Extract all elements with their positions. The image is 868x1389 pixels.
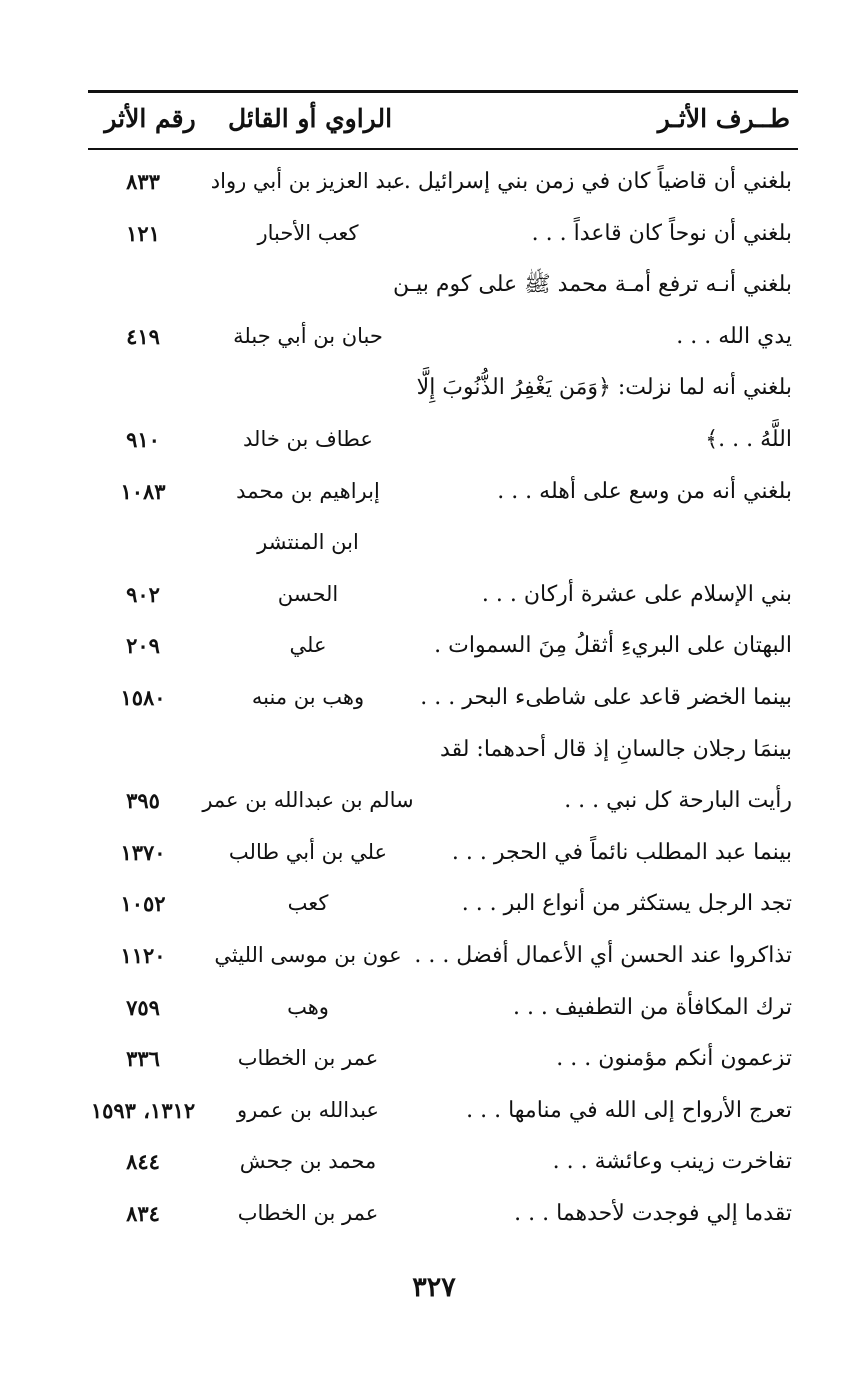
athar-number: ٨٤٤	[126, 1149, 160, 1175]
table-row	[88, 1085, 798, 1137]
athar-text: ترك المكافأة من التطفيف . . .	[512, 994, 792, 1020]
table-row	[88, 517, 798, 569]
athar-number: ٩٠٢	[126, 581, 160, 607]
athar-text: بلغني أن قاضياً كان في زمن بني إسرائيل . . .	[375, 169, 792, 194]
athar-text: بني الإسلام على عشرة أركان . . .	[481, 581, 792, 607]
rawi-text: الحسن	[277, 581, 339, 606]
athar-number	[88, 517, 198, 569]
header-athar: طــرف الأثـر	[657, 104, 790, 133]
athar-number: ١١٢٠	[120, 942, 166, 968]
table-row	[88, 878, 798, 930]
athar-number	[88, 362, 198, 414]
top-rule	[88, 90, 798, 93]
rawi-text: عبد العزيز بن أبي رواد	[210, 169, 406, 193]
table-row	[88, 362, 798, 414]
table-row	[88, 414, 798, 466]
table-row	[88, 1033, 798, 1085]
rawi-text: عمر بن الخطاب	[237, 1046, 379, 1071]
table-row	[88, 775, 798, 827]
table-row	[88, 259, 798, 311]
athar-number: ١٥٨٠	[120, 684, 166, 710]
athar-number: ١٠٨٣	[120, 478, 166, 504]
athar-number: ٣٩٥	[126, 788, 160, 814]
page-number: ٣٢٧	[412, 1272, 456, 1303]
rawi-text	[198, 724, 418, 776]
table-row	[88, 156, 798, 208]
rawi-text: حبان بن أبي جبلة	[233, 323, 383, 348]
athar-text: تفاخرت زينب وعائشة . . .	[552, 1149, 792, 1175]
athar-text: تزعمون أنكم مؤمنون . . .	[556, 1046, 792, 1072]
athar-text: تذاكروا عند الحسن أي الأعمال أفضل . . .	[414, 942, 792, 968]
rawi-text: كعب	[287, 891, 329, 916]
athar-number	[88, 724, 198, 776]
header-number: رقم الأثر	[104, 104, 196, 133]
table-row	[88, 311, 798, 363]
rawi-text: وهب بن منبه	[251, 684, 365, 709]
athar-text: بلغني أنه لما نزلت: ﴿وَمَن يَغْفِرُ الذُّنُوبَ إِلَّا	[416, 375, 792, 401]
table-row	[88, 930, 798, 982]
rawi-text: كعب الأحبار	[257, 220, 359, 245]
rawi-text: سالم بن عبدالله بن عمر	[202, 788, 414, 813]
athar-text: بلغني أن نوحاً كان قاعداً . . .	[531, 220, 792, 246]
athar-number: ٨٣٤	[126, 1200, 160, 1226]
table-row	[88, 827, 798, 879]
athar-text: يدي الله . . .	[676, 323, 792, 349]
athar-text: بينما عبد المطلب نائماً في الحجر . . .	[451, 839, 792, 865]
rawi-text: محمد بن جحش	[239, 1149, 377, 1174]
athar-text: بينما الخضر قاعد على شاطىء البحر . . .	[420, 684, 792, 710]
rawi-text: علي بن أبي طالب	[228, 839, 388, 864]
athar-number	[88, 259, 198, 311]
rawi-text: عطاف بن خالد	[243, 426, 373, 451]
rawi-text: وهب	[287, 994, 329, 1019]
table-row	[88, 620, 798, 672]
rawi-text: ابن المنتشر	[257, 530, 359, 555]
table-row	[88, 672, 798, 724]
table-row	[88, 724, 798, 776]
athar-number: ٤١٩	[126, 323, 160, 349]
rawi-text: عمر بن الخطاب	[237, 1200, 379, 1225]
index-table	[88, 156, 798, 1239]
table-row	[88, 208, 798, 260]
athar-number: ٧٥٩	[126, 994, 160, 1020]
athar-text: رأيت البارحة كل نبي . . .	[564, 788, 792, 814]
athar-number: ٣٣٦	[126, 1046, 160, 1072]
athar-number: ١٣١٢، ١٥٩٣	[90, 1097, 196, 1123]
athar-number: ١٢١	[126, 220, 160, 246]
athar-number: ٢٠٩	[126, 633, 160, 659]
athar-text: بلغني أنـه ترفع أمـة محمد ﷺ على كوم بيـن	[392, 272, 792, 298]
athar-text: بينمَا رجلان جالسانِ إذ قال أحدهما: لقد	[440, 736, 792, 762]
athar-text: البهتان على البريءِ أثقلُ مِنَ السموات .	[434, 633, 792, 659]
athar-text: بلغني أنه من وسع على أهله . . .	[497, 478, 792, 504]
athar-number: ١٣٧٠	[120, 839, 166, 865]
athar-text: تجد الرجل يستكثر من أنواع البر . . .	[461, 891, 792, 917]
athar-text: تعرج الأرواح إلى الله في منامها . . .	[466, 1097, 792, 1123]
athar-number: ٨٣٣	[126, 169, 160, 194]
athar-text: اللَّهُ . . .﴾	[705, 426, 792, 452]
table-row	[88, 466, 798, 518]
table-row	[88, 1136, 798, 1188]
athar-number: ١٠٥٢	[120, 891, 166, 917]
athar-text: تقدما إلي فوجدت لأحدهما . . .	[514, 1200, 792, 1226]
header-rule	[88, 148, 798, 150]
rawi-text: عون بن موسى الليثي	[214, 942, 402, 967]
rawi-text	[198, 362, 418, 414]
rawi-text: عبدالله بن عمرو	[237, 1097, 379, 1122]
table-row	[88, 1188, 798, 1240]
rawi-text	[198, 259, 418, 311]
rawi-text: علي	[289, 633, 327, 658]
header-rawi: الراوي أو القائل	[227, 104, 393, 133]
rawi-text: إبراهيم بن محمد	[236, 478, 380, 503]
table-row	[88, 569, 798, 621]
table-row	[88, 982, 798, 1034]
athar-number: ٩١٠	[126, 426, 160, 452]
